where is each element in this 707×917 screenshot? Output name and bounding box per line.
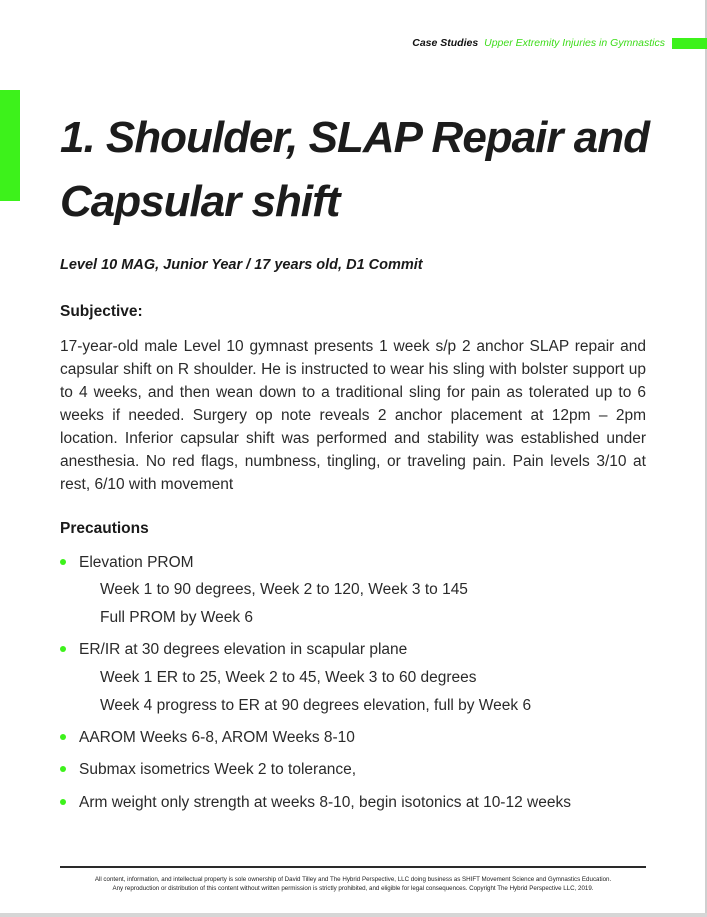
list-item-label: Arm weight only strength at weeks 8-10, begin isotonics at 10-12 weeks bbox=[79, 794, 571, 811]
precautions-heading: Precautions bbox=[60, 520, 149, 537]
page-title: 1. Shoulder, SLAP Repair and Capsular shift bbox=[60, 113, 649, 226]
bullet-icon bbox=[60, 799, 66, 805]
subjective-heading: Subjective: bbox=[60, 303, 143, 320]
header-section: Case Studies bbox=[412, 37, 479, 49]
footer-line: Any reproduction or distribution of this content without written permission is strictly prohibited, and eligible for legal consequences. Copyright The Hybrid Perspective LLC, 2019. bbox=[112, 885, 594, 892]
copyright-footer bbox=[40, 875, 666, 893]
bullet-icon bbox=[60, 646, 66, 652]
footer-divider bbox=[60, 866, 646, 868]
running-header bbox=[412, 37, 665, 49]
header-accent-bar bbox=[672, 38, 707, 49]
list-subitem: Week 1 ER to 25, Week 2 to 45, Week 3 to 60 degrees bbox=[100, 669, 477, 686]
list-subitem: Full PROM by Week 6 bbox=[100, 609, 254, 626]
case-subtitle: Level 10 MAG, Junior Year / 17 years old, D1 Commit bbox=[60, 257, 423, 273]
bullet-icon bbox=[60, 559, 66, 565]
bullet-icon bbox=[60, 766, 66, 772]
bullet-icon bbox=[60, 734, 66, 740]
list-item-label: AAROM Weeks 6-8, AROM Weeks 8-10 bbox=[79, 729, 355, 746]
page-edge-bottom bbox=[0, 913, 707, 917]
list-item-label: Elevation PROM bbox=[79, 554, 194, 571]
list-subitem: Week 4 progress to ER at 90 degrees elevation, full by Week 6 bbox=[100, 697, 532, 714]
list-subitem: Week 1 to 90 degrees, Week 2 to 120, Week 3 to 145 bbox=[100, 581, 468, 598]
footer-line: All content, information, and intellectual property is sole ownership of David Tilley and The Hybrid Perspective, LLC doing business as SHIFT Movement Science and Gymnastics Education. bbox=[94, 876, 612, 883]
header-topic: Upper Extremity Injuries in Gymnastics bbox=[484, 37, 665, 49]
subjective-paragraph: 17-year-old male Level 10 gymnast presents 1 week s/p 2 anchor SLAP repair and capsular shift on R shoulder. He is instructed to wear his sling with bolster support up to 4 weeks, and then wean down to a traditional sling for pain as tolerated up to 6 weeks if needed. Surgery op note reveals 2 anchor placement at 12pm – 2pm location. Inferior capsular shift was performed and stability was established under anesthesia. No red flags, numbness, tingling, or traveling pain. Pain levels 3/10 at rest, 6/10 with movement bbox=[60, 338, 646, 493]
side-accent-bar bbox=[0, 90, 20, 201]
list-item-label: ER/IR at 30 degrees elevation in scapular plane bbox=[79, 641, 408, 658]
list-item-label: Submax isometrics Week 2 to tolerance, bbox=[79, 761, 357, 778]
